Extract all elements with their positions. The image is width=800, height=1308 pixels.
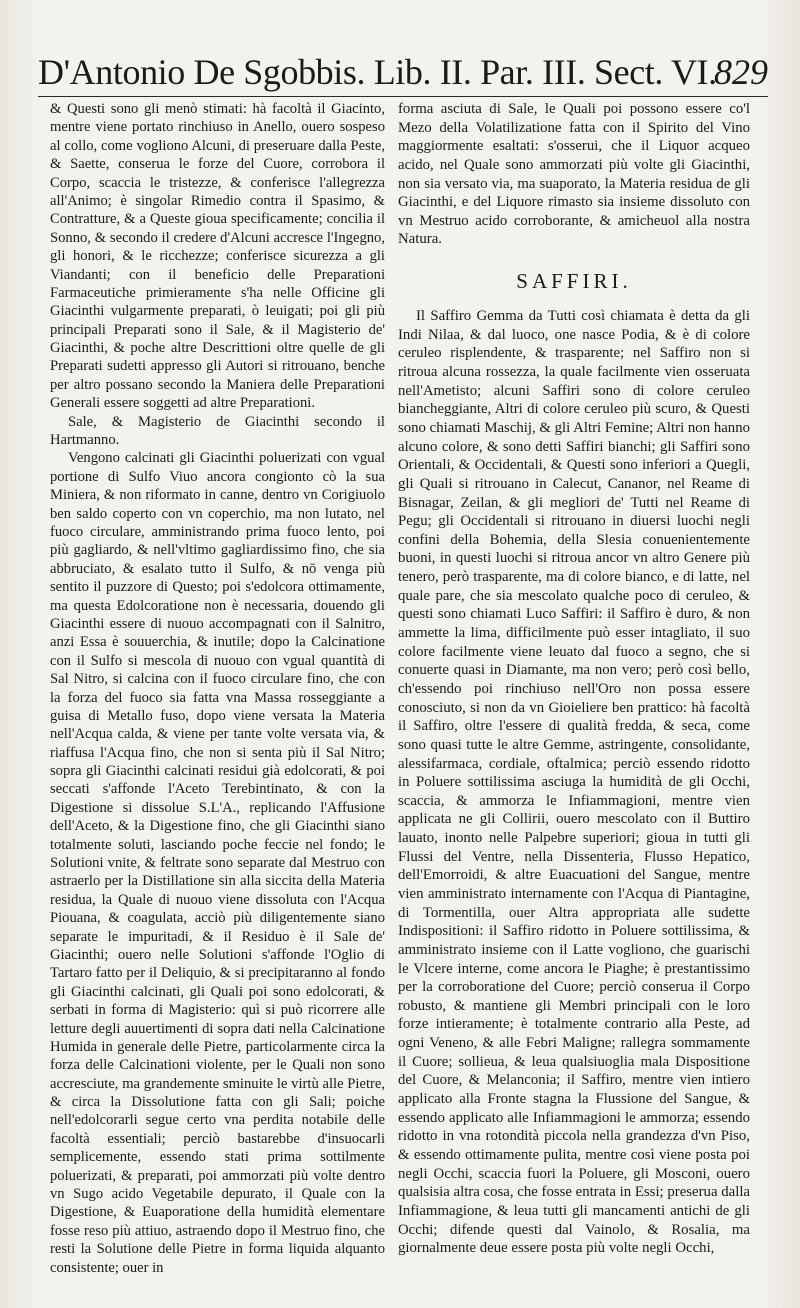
right-column (398, 100, 750, 1258)
paragraph-saffiri: Il Saffiro Gemma da Tutti così chiamata è detta da gli Indi Nilaa, & dal luoco, one nasce Podia, & è di colore ceruleo risplendente, & trasparente; nel Saffiro non si ritroua alcuna rossezza, la quale facilmente vien osseruata nell'Ametisto; alcuni Saffiri sono di colore ceruleo biancheggiante, Altri di colore ceruleo più scuro, & Questi sono chiamati Maschij, & gli Altri Femine; Altri non hanno alcuno colore, & sono detti Saffiri bianchi; gli Saffiri sono Orientali, & Occidentali, & Questi sono inferiori a Quegli, gli Quali si ritrouano in Calecut, Cananor, nel Reame di Bisnagar, Zeilan, & gli megliori de' Tutti nel Reame di Pegu; gli Occidentali si ritrouano in diuersi luochi negli confini della Bohemia, della Slesia conuenientemente buoni, in questi luochi si ritroua ancor vn altro Genere più tenero, però trasparente, ma di colore bianco, e di latte, nel quale pare, che sia mescolato qualche poco di ceruleo, & questi sono chiamati Luco Saffiri: il Saffiro è duro, & non ammette la lima, difficilmente può esser intagliato, il suo colore facilmente viene leuato dal fuoco a segno, che si conuerte quasi in Diamante, ma non vero; però così bello, ch'essendo poi rinchiuso nell'Oro non possa essere conosciuto, si non da vn Gioieliere ben prattico: hà facoltà il Saffiro, oltre l'essere di qualità fredda, & seca, come sono quasi tutte le altre Gemme, astringente, consolidante, alessifarmaca, cordiale, oftalmica; perciò essendo ridotto in Poluere sottilissima asciuga la humidità de gli Occhi, scaccia, & ammorza le Infiammagioni, mentre vien applicata ne gli Collirii, ouero mescolato con il Buttiro lauato, inonto nelle Palpebre superiori; gioua in tutti gli Flussi del Ventre, nella Dissenteria, Flusso Hepatico, dell'Emorroidi, & altre Euacuationi del Sangue, mentre vien amministrato internamente con l'Acqua di Piantagine, di Tormentilla, ouer Altra appropriata alle sudette Indispositioni: il Saffiro ridotto in Poluere sottilissima, & amministrato insieme con il Latte vogliono, che guarischi le Vlcere interne, come ancora le Piaghe; è prestantissimo per la corroboratione del Cuore; perciò conserua il Corpo robusto, & mantiene gli Membri principali con le loro forze intieramente; è totalmente contrario alla Peste, ad ogni Veneno, & alle Febri Maligne; rallegra sommamente il Cuore; sollieua, & leua qualsiuoglia mala Dispositione del Cuore, & Melanconia; il Saffiro, mentre vien intiero applicato alla Fronte stagna la Flussione del Sangue, & essendo applicato alle Infiammagioni le ammorza; essendo ridotto in vna rotondità piccola nella grandezza d'vn Piso, & essendo ottimamente pulita, mentre così viene posta poi negli Occhi, scaccia fuori la Poluere, gli Mosconi, ouero qualsisia altra cosa, che fosse entrata in Essi; preserua dalla Infiammagione, & leua tutti gli mancamenti antichi de gli Occhi; difende questi dal Vainolo, & Rosalia, ma giornalmente deue essere posta più volte negli Occhi, (398, 308, 750, 1257)
running-header (38, 50, 768, 97)
paragraph-giacinto-virtues: & Questi sono gli menò stimati: hà facoltà il Giacinto, mentre viene portato rinchiuso in Anello, ouero sospeso al collo, come vogliono Alcuni, di preseruare dalla Peste, & Saette, conserua le forze del Cuore, corrobora il Corpo, scaccia le tristezze, & conferisce l'allegrezza all'Animo; è singolar Rimedio contra il Spasimo, & Contratture, & a Queste gioua specificamente; concilia il Sonno, & secondo il credere d'Alcuni accresce l'Ingegno, gli honori, & le ricchezze; conferisce sicurezza a gli Viandanti; con il beneficio delle Preparationi Farmaceutiche primieramente s'ha nelle Officine gli Giacinthi vulgarmente preparati, ò leuigati; poi gli più principali Preparati sono il Sale, & il Magisterio de' Giacinthi, & poche altre Descrittioni oltre quelle de gli Preparati sudetti appresso gli Autori si ritrouano, benche per altro possano secondo la Maniera delle Preparationi Generali essere soggetti ad altre Preparationi. (50, 101, 385, 412)
paragraph-calcination: Vengono calcinati gli Giacinthi poluerizati con vgual portione di Sulfo Viuo ancora congionto cò la sua Miniera, & non riformato in canne, dentro vn Corigiuolo ben saldo coperto con vn coperchio, ma non lutato, nel fuoco circulare, amministrando prima fuoco lento, poi più gagliardo, & nell'vltimo gagliardissimo fino, che sia abbruciato, & esalato tutto il Sulfo, & nō venga più sentito il puzzore di Questo; poi s'edolcora ottimamente, ma questa Edolcoratione non è necessaria, douendo gli Giacinthi essere di nuouo accompagnati con il Salnitro, anzi Essa è souuerchia, & inutile; dopo la Calcinatione con il Sulfo si mescola di nuouo con vgual quantità di Sal Nitro, si calcina con il fuoco circulare fino, che con la forza del fuoco sia fatta vna Massa rosseggiante a guisa di Metallo fuso, dopo viene versata la Materia nell'Acqua calda, & viene per tante volte versata via, & riaffusa l'Acqua fino, che non si senta più il Sal Nitro; sopra gli Giacinthi calcinati residui già edolcorati, & poi seccati s'affonde l'Aceto Terebintinato, & con la Digestione si dissolue S.L'A., replicando l'Affusione dell'Aceto, & la Digestione fino, che gli Giacinthi siano totalmente soluti, lasciando poche feccie nel fondo; le Solutioni vnite, & feltrate sono separate dal Mestruo con astraerlo per la Distillatione sin alla siccita della Materia residua, la Quale di nuouo viene dissoluta con l'Acqua Piouana, & coagulata, acciò più diligentemente siano separate le impuritadi, & il Residuo è il Sale de' Giacinthi; ouero nelle Solutioni s'affonde l'Oglio di Tartaro fatto per il Deliquio, & si precipitaranno al fondo gli Giacinthi calcinati, gli Quali poi sono edolcorati, & serbati in forma di Magisterio: quì si può ricorrere alle letture degli auuertimenti di sopra dati nella Calcinatione Humida in generale delle Pietre, particolarmente circa la forza delle Calcinationi violente, per le Quali non sono accresciute, ma grandemente sminuite le virtù alle Pietre, & circa la Dissolutione fatta con gli Sali; poiche nell'edolcorarli segue certo vna perdita notabile delle facoltà essentiali; perciò bastarebbe d'insuocarli semplicemente, essendo stati prima sottilmente poluerizati, & preparati, poi ammorzati più volte dentro vn Sugo acido Vegetabile depurato, il Quale con la Digestione, & Euaporatione della humidità elementare fosse reso più attiuo, astraendo dopo il Mestruo fino, che resti la Solutione delle Pietre in forma liquida alquanto consistente; ouer in (50, 450, 385, 1276)
running-title: D'Antonio De Sgobbis. Lib. II. Par. III. Sect. VI. (38, 52, 717, 92)
left-column (50, 100, 385, 1277)
paragraph-continuation: forma asciuta di Sale, le Quali poi possono essere co'l Mezo della Volatilizatione fatta con il Spirito del Vino maggiormente esaltati: s'osserui, che il Liquor acqueo acido, nel Quale sono ammorzati più volte gli Giacinthi, non sia versato via, ma suaporato, la Materia residua de gli Giacinthi, e del Liquore rimasto sia insieme dissoluto con vn Mestruo acido corroborante, & amicheuol alla nostra Natura. (398, 101, 750, 248)
page-number: 829 (714, 52, 768, 92)
section-subheading: Sale, & Magisterio de Giacinthi secondo il Hartmanno. (50, 413, 385, 449)
section-heading-saffiri: SAFFIRI. (516, 269, 632, 294)
